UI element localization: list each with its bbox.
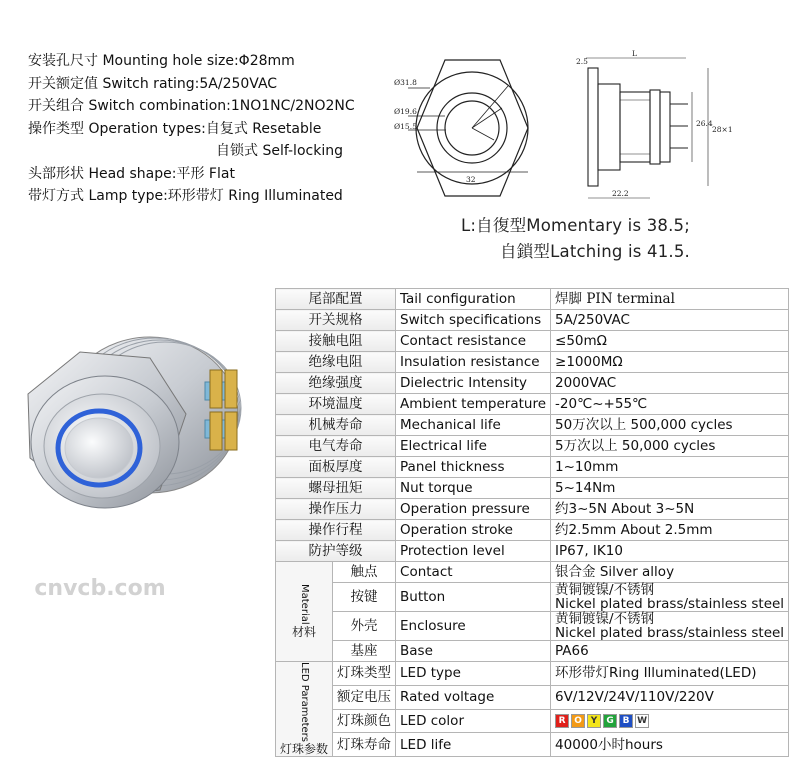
table-row: 灯珠颜色 LED color R O Y G B W [276,709,789,733]
table-row: 按键 Button 黄铜镀镍/不锈钢 Nickel plated brass/stainless steel [276,583,789,612]
material-label-cn: 材料 [292,624,317,639]
table-row: 操作压力 Operation pressure 约3~5N About 3~5N [276,499,789,520]
spec-operation-types: 操作类型 Operation types:自复式 Resetable [28,120,322,137]
table-row: LED Parameters 灯珠参数 灯珠类型 LED type 环形带灯Ring Illuminated(LED) [276,662,789,686]
table-row: 额定电压 Rated voltage 6V/12V/24V/110V/220V [276,685,789,709]
product-photo [0,330,275,660]
dim-28x1: 28×1 [712,125,733,134]
dim-l: L [632,49,637,58]
dim-32: 32 [466,175,476,184]
spec-list [28,50,355,208]
dim-22-2: 22.2 [612,189,629,198]
led-color-chip: Y [587,714,601,728]
material-group-label [276,562,333,662]
table-row: 开关规格 Switch specifications 5A/250VAC [276,310,789,331]
led-color-chip: G [603,714,617,728]
spec-lamp-type: 带灯方式 Lamp type:环形带灯 Ring Illuminated [28,188,343,204]
side-threads [620,92,650,162]
dimension-drawing [390,48,750,208]
table-row: 尾部配置 Tail configuration 焊脚 PIN terminal [276,289,789,310]
led-label-cn: 灯珠参数 [280,742,329,757]
led-color-chip: R [555,714,569,728]
button-cap [65,418,133,478]
led-group-label [276,662,333,757]
dim-d19-6: Ø19.6 [394,107,417,116]
led-color-chips [555,714,649,728]
dim-d15-5: Ø15.5 [394,122,417,131]
dim-26-4: 26.4 [696,119,713,128]
table-row: 螺母扭矩 Nut torque 5~14Nm [276,478,789,499]
table-row: 防护等级 Protection level IP67, IK10 [276,541,789,562]
note-latching: 自鎖型Latching is 41.5. [500,242,690,261]
table-row: 绝缘强度 Dielectric Intensity 2000VAC [276,373,789,394]
spec-head-shape: 头部形状 Head shape:平形 Flat [28,165,235,182]
led-color-chip: O [571,714,585,728]
spec-mounting-hole: 安装孔尺寸 Mounting hole size:Φ28mm [28,53,295,69]
table-row: 基座 Base PA66 [276,641,789,662]
table-row: 灯珠寿命 LED life 40000小时hours [276,733,789,757]
table-row: 操作行程 Operation stroke 约2.5mm About 2.5mm [276,520,789,541]
led-color-chip: W [635,714,649,728]
note-momentary: L:自復型Momentary is 38.5; [461,216,690,235]
spec-switch-combination: 开关组合 Switch combination:1NO1NC/2NO2NC [28,98,355,114]
dim-2-5: 2.5 [576,57,588,66]
table-row: 电气寿命 Electrical life 5万次以上 50,000 cycles [276,436,789,457]
side-nut [598,84,620,170]
table-row: 绝缘电阻 Insulation resistance ≥1000MΩ [276,352,789,373]
watermark: cnvcb.com [34,576,166,601]
led-color-chip: B [619,714,633,728]
spec-switch-rating: 开关额定值 Switch rating:5A/250VAC [28,75,278,92]
table-row: 外壳 Enclosure 黄铜镀镍/不锈钢 Nickel plated brass/stainless steel [276,612,789,641]
dim-d31-8: Ø31.8 [394,78,417,87]
table-row: 环境温度 Ambient temperature -20℃~+55℃ [276,394,789,415]
led-label-en: LED Parameters [299,662,310,743]
spec-table [275,288,789,757]
table-row: Material 材料 触点 Contact 银合金 Silver alloy [276,562,789,583]
material-label-en: Material [299,584,310,625]
table-row: 面板厚度 Panel thickness 1~10mm [276,457,789,478]
table-row: 机械寿命 Mechanical life 50万次以上 500,000 cycles [276,415,789,436]
spec-operation-types-2: 自锁式 Self-locking [216,143,343,159]
side-flange [588,68,598,186]
table-row: 接触电阻 Contact resistance ≤50mΩ [276,331,789,352]
